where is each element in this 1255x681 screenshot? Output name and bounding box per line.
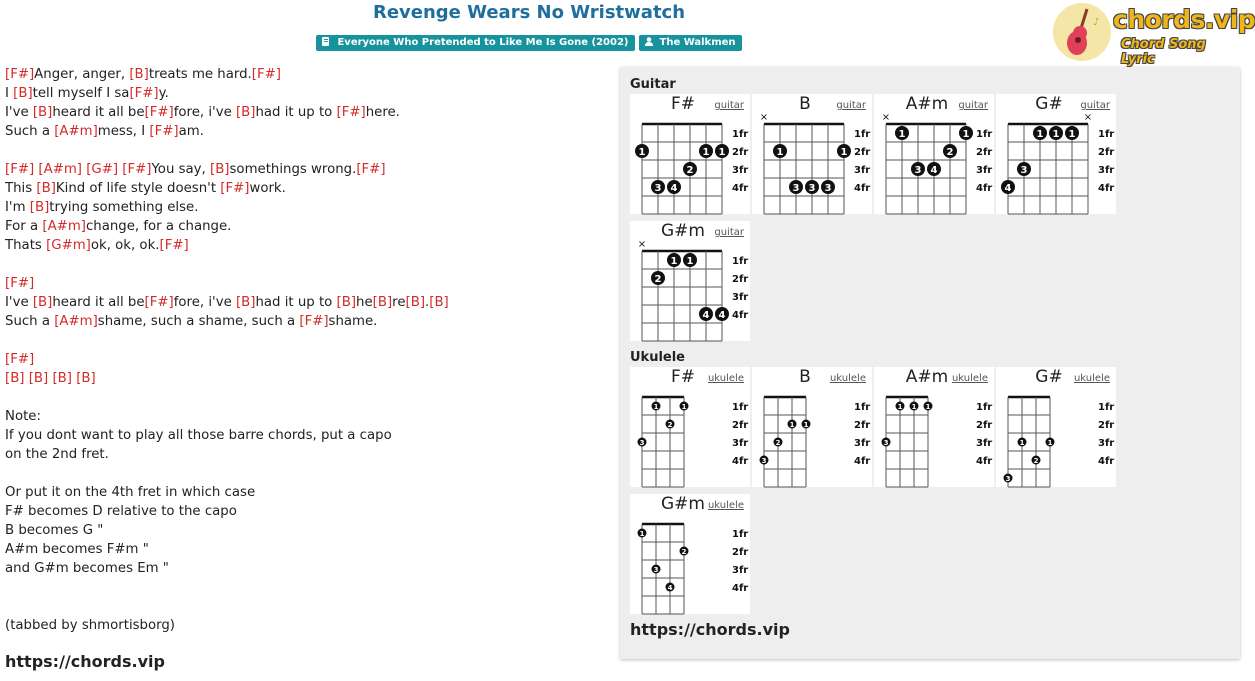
- chord-marker[interactable]: [F#]: [122, 162, 152, 177]
- chord-marker[interactable]: [B]: [405, 295, 426, 310]
- chord-marker[interactable]: [F#]: [5, 276, 35, 291]
- chord-marker[interactable]: [A#m]: [54, 124, 98, 139]
- fret-label: 2fr: [732, 547, 749, 558]
- finger-dot: [652, 402, 661, 412]
- badge-row: [0, 35, 1058, 51]
- lyric-line: [5, 388, 605, 407]
- fret-label: 1fr: [732, 402, 749, 413]
- lyric-text: shame, such a shame, such a: [97, 314, 300, 329]
- svg-text:4: 4: [1004, 183, 1012, 194]
- finger-dot: [683, 253, 697, 267]
- fret-label: 4fr: [732, 456, 749, 467]
- finger-dot: [1004, 474, 1013, 484]
- lyric-line: [5, 236, 605, 255]
- lyric-text: If you dont want to play all those barre chords, put a capo: [5, 428, 392, 443]
- chord-diagram-panel: [620, 67, 1240, 659]
- lyric-line: [5, 65, 605, 84]
- lyric-text: treats me hard.: [148, 67, 252, 82]
- finger-dot: [1001, 180, 1015, 194]
- chord-marker[interactable]: [B]: [129, 67, 149, 82]
- fret-label: 3fr: [1098, 165, 1115, 176]
- svg-text:2: 2: [946, 147, 954, 158]
- finger-dot: [760, 456, 769, 466]
- finger-dot: [774, 438, 783, 448]
- svg-text:4: 4: [702, 310, 710, 321]
- chord-name: F#: [670, 367, 696, 387]
- svg-text:1: 1: [1052, 129, 1060, 140]
- lyric-text: on the 2nd fret.: [5, 447, 109, 462]
- finger-dot: [715, 144, 729, 158]
- chord-marker[interactable]: [B]: [210, 162, 230, 177]
- fret-label: 1fr: [854, 402, 871, 413]
- lyric-line: [5, 578, 605, 597]
- lyric-text: he: [356, 295, 373, 310]
- lyric-text: y.: [158, 86, 169, 101]
- chord-marker[interactable]: [B]: [372, 295, 393, 310]
- lyric-line: [5, 445, 605, 464]
- finger-dot: [1032, 456, 1041, 466]
- finger-dot: [788, 420, 797, 430]
- chord-marker[interactable]: [B]: [5, 371, 25, 386]
- fret-label: 3fr: [854, 165, 871, 176]
- finger-dot: [638, 529, 647, 539]
- logo-subtitle: Chord Song Lyric: [1121, 37, 1206, 67]
- chord-marker[interactable]: [G#]: [86, 162, 119, 177]
- lyric-line: [5, 293, 605, 312]
- svg-text:♪: ♪: [1093, 17, 1100, 28]
- svg-text:1: 1: [898, 129, 906, 140]
- chord-marker[interactable]: [F#]: [5, 67, 35, 82]
- user-icon: [645, 37, 653, 46]
- chord-marker[interactable]: [F#]: [251, 67, 281, 82]
- svg-text:2: 2: [1033, 457, 1039, 465]
- guitar-chord-card-gsharpm[interactable]: [630, 221, 750, 341]
- svg-text:1: 1: [718, 147, 726, 158]
- finger-dot: [652, 565, 661, 575]
- fret-label: 1fr: [732, 529, 749, 540]
- finger-dot: [667, 253, 681, 267]
- finger-dot: [910, 402, 919, 412]
- chord-name: A#m: [905, 367, 949, 387]
- lyric-text: heard it all be: [52, 295, 145, 310]
- lyric-text: work.: [249, 181, 286, 196]
- finger-dot: [837, 144, 851, 158]
- fret-label: 1fr: [732, 129, 749, 140]
- fret-label: 4fr: [1098, 183, 1115, 194]
- finger-dot: [635, 144, 649, 158]
- chord-marker[interactable]: [B]: [235, 295, 256, 310]
- fret-label: 3fr: [976, 165, 993, 176]
- chord-marker[interactable]: [F#]: [159, 238, 189, 253]
- chord-marker[interactable]: [B]: [28, 371, 49, 386]
- lyric-text: I've: [5, 295, 33, 310]
- lyric-line: [5, 369, 605, 388]
- fret-label: 4fr: [854, 456, 871, 467]
- lyric-text: had it up to: [255, 295, 337, 310]
- lyric-text: Or put it on the 4th fret in which case: [5, 485, 256, 500]
- instrument-link[interactable]: guitar: [836, 100, 866, 111]
- chord-name: A#m: [905, 94, 949, 114]
- guitar-section-title: Guitar: [630, 77, 676, 92]
- fret-label: 4fr: [732, 183, 749, 194]
- lyric-text: I've: [5, 105, 33, 120]
- svg-text:2: 2: [654, 274, 662, 285]
- lyric-line: [5, 122, 605, 141]
- chord-marker[interactable]: [B]: [52, 371, 72, 386]
- finger-dot: [1046, 438, 1055, 448]
- fret-label: 3fr: [854, 438, 871, 449]
- finger-dot: [699, 144, 713, 158]
- instrument-link[interactable]: ukulele: [707, 373, 744, 384]
- svg-text:4: 4: [667, 584, 673, 592]
- svg-text:1: 1: [1036, 129, 1044, 140]
- fret-label: 2fr: [854, 147, 871, 158]
- finger-dot: [802, 420, 811, 430]
- svg-text:2: 2: [681, 548, 687, 556]
- svg-text:3: 3: [1020, 165, 1028, 176]
- svg-text:4: 4: [930, 165, 938, 176]
- lyric-line: [5, 426, 605, 445]
- chord-marker[interactable]: [F#]: [299, 314, 329, 329]
- lyric-text: am.: [178, 124, 204, 139]
- fret-label: 1fr: [976, 129, 993, 140]
- lyric-text: here.: [365, 105, 400, 120]
- fret-label: 4fr: [732, 583, 749, 594]
- ukulele-chord-card-asharpm[interactable]: [874, 367, 994, 487]
- finger-dot: [683, 162, 697, 176]
- fret-label: 3fr: [732, 165, 749, 176]
- svg-text:3: 3: [824, 183, 832, 194]
- fret-label: 2fr: [732, 274, 749, 285]
- lyric-text: somethings wrong.: [229, 162, 357, 177]
- lyric-text: change, for a change.: [85, 219, 232, 234]
- lyric-line: [5, 616, 605, 635]
- finger-dot: [1049, 126, 1063, 140]
- lyric-text: tell myself I sa: [32, 86, 130, 101]
- chord-marker[interactable]: [B]: [13, 86, 33, 101]
- svg-text:3: 3: [808, 183, 816, 194]
- guitar-chord-card-gsharp[interactable]: [996, 94, 1116, 214]
- instrument-link[interactable]: ukulele: [1073, 373, 1110, 384]
- finger-dot: [959, 126, 973, 140]
- instrument-link[interactable]: guitar: [1080, 100, 1110, 111]
- guitar-chord-card-asharpm[interactable]: [874, 94, 994, 214]
- chord-marker[interactable]: [F#]: [144, 295, 174, 310]
- chord-name: B: [799, 94, 811, 114]
- fret-label: 1fr: [976, 402, 993, 413]
- lyric-line: [5, 483, 605, 502]
- ukulele-chord-card-fsharp[interactable]: [630, 367, 750, 487]
- lyric-line: [5, 331, 605, 350]
- instrument-link[interactable]: ukulele: [951, 373, 988, 384]
- svg-text:1: 1: [962, 129, 970, 140]
- fret-label: 3fr: [732, 565, 749, 576]
- album-badge[interactable]: [316, 35, 634, 51]
- lyric-line: [5, 464, 605, 483]
- svg-text:3: 3: [914, 165, 922, 176]
- svg-text:4: 4: [670, 183, 678, 194]
- album-label: Everyone Who Pretended to Like Me Is Gone (2002): [337, 37, 629, 48]
- muted-string-marker: ×: [759, 112, 769, 123]
- fret-label: 3fr: [732, 292, 749, 303]
- lyric-line: [5, 160, 605, 179]
- svg-text:1: 1: [776, 147, 784, 158]
- fret-label: 4fr: [854, 183, 871, 194]
- lyric-text: and G#m becomes Em ": [5, 561, 169, 576]
- muted-string-marker: ×: [1083, 112, 1093, 123]
- fret-label: 4fr: [976, 183, 993, 194]
- finger-dot: [896, 402, 905, 412]
- chord-marker[interactable]: [A#m]: [42, 219, 86, 234]
- fret-label: 4fr: [976, 456, 993, 467]
- lyric-line: [5, 255, 605, 274]
- svg-text:1: 1: [670, 256, 678, 267]
- lyric-text: This: [5, 181, 37, 196]
- fret-label: 2fr: [1098, 147, 1115, 158]
- finger-dot: [651, 180, 665, 194]
- lyric-text: re: [392, 295, 406, 310]
- fret-label: 1fr: [854, 129, 871, 140]
- guitar-chord-card-b[interactable]: [752, 94, 872, 214]
- artist-badge[interactable]: [639, 35, 742, 51]
- svg-text:3: 3: [654, 183, 662, 194]
- chord-marker[interactable]: [F#]: [5, 352, 35, 367]
- finger-dot: [805, 180, 819, 194]
- lyric-text: (tabbed by shmortisborg): [5, 618, 175, 633]
- lyric-line: [5, 559, 605, 578]
- chord-marker[interactable]: [B]: [235, 105, 256, 120]
- svg-text:1: 1: [925, 403, 931, 411]
- chord-marker[interactable]: [F#]: [144, 105, 174, 120]
- lyric-text: had it up to: [255, 105, 337, 120]
- lyric-text: Kind of life style doesn't: [55, 181, 221, 196]
- guitar-chord-card-fsharp[interactable]: [630, 94, 750, 214]
- instrument-link[interactable]: guitar: [714, 227, 744, 238]
- fret-label: 2fr: [732, 420, 749, 431]
- chord-marker[interactable]: [F#]: [356, 162, 386, 177]
- lyric-text: F# becomes D relative to the capo: [5, 504, 237, 519]
- site-logo[interactable]: [1053, 3, 1255, 67]
- guitar-logo-icon: [1053, 3, 1111, 61]
- finger-dot: [651, 271, 665, 285]
- fret-label: 2fr: [976, 147, 993, 158]
- svg-text:2: 2: [686, 165, 694, 176]
- lyric-line: [5, 407, 605, 426]
- chord-marker[interactable]: [G#m]: [46, 238, 91, 253]
- finger-dot: [821, 180, 835, 194]
- lyric-line: [5, 502, 605, 521]
- lyric-line: [5, 103, 605, 122]
- lyric-text: trying something else.: [49, 200, 199, 215]
- svg-text:2: 2: [667, 421, 673, 429]
- svg-text:1: 1: [681, 403, 687, 411]
- logo-text: chords.vip: [1113, 5, 1255, 34]
- lyric-line: [5, 597, 605, 616]
- lyric-text: ok, ok, ok.: [90, 238, 160, 253]
- chord-name: B: [799, 367, 811, 387]
- lyric-text: A#m becomes F#m ": [5, 542, 149, 557]
- lyric-line: [5, 198, 605, 217]
- chord-name: G#m: [661, 221, 705, 241]
- svg-text:4: 4: [718, 310, 726, 321]
- instrument-link[interactable]: ukulele: [829, 373, 866, 384]
- lyric-line: [5, 217, 605, 236]
- ukulele-chord-card-gsharp[interactable]: [996, 367, 1116, 487]
- lyric-text: heard it all be: [52, 105, 145, 120]
- finger-dot: [667, 180, 681, 194]
- lyric-text: Such a: [5, 124, 55, 139]
- lyric-line: [5, 350, 605, 369]
- chord-marker[interactable]: [A#m]: [54, 314, 98, 329]
- finger-dot: [715, 307, 729, 321]
- chord-marker[interactable]: [F#]: [149, 124, 179, 139]
- chord-marker[interactable]: [B]: [32, 295, 53, 310]
- finger-dot: [666, 583, 675, 593]
- lyric-line: [5, 141, 605, 160]
- fret-label: 4fr: [732, 310, 749, 321]
- lyric-text: Thats: [5, 238, 47, 253]
- svg-text:3: 3: [883, 439, 889, 447]
- svg-text:3: 3: [761, 457, 767, 465]
- chord-marker[interactable]: [B]: [429, 295, 449, 310]
- finger-dot: [1017, 162, 1031, 176]
- svg-text:3: 3: [639, 439, 645, 447]
- panel-url[interactable]: https://chords.vip: [630, 620, 790, 639]
- lyric-text: mess, I: [97, 124, 150, 139]
- chord-marker[interactable]: [B]: [76, 371, 96, 386]
- svg-text:1: 1: [803, 421, 809, 429]
- svg-text:1: 1: [639, 530, 645, 538]
- artist-label: The Walkmen: [659, 37, 736, 48]
- chord-marker[interactable]: [B]: [336, 295, 357, 310]
- lyric-text: I: [5, 86, 14, 101]
- fret-label: 1fr: [1098, 129, 1115, 140]
- lyric-text: .: [425, 295, 430, 310]
- lyric-text: Such a: [5, 314, 55, 329]
- fret-label: 1fr: [1098, 402, 1115, 413]
- svg-text:1: 1: [789, 421, 795, 429]
- lyric-text: B becomes G ": [5, 523, 104, 538]
- svg-text:1: 1: [911, 403, 917, 411]
- footer-url[interactable]: https://chords.vip: [5, 652, 165, 671]
- chord-marker[interactable]: [F#]: [220, 181, 250, 196]
- lyric-text: fore, i've: [173, 295, 236, 310]
- instrument-link[interactable]: ukulele: [707, 500, 744, 511]
- ukulele-chord-card-gsharpm[interactable]: [630, 494, 750, 614]
- chord-name: F#: [670, 94, 696, 114]
- chord-marker[interactable]: [A#m]: [38, 162, 82, 177]
- chord-marker[interactable]: [F#]: [129, 86, 159, 101]
- lyric-text: shame.: [328, 314, 378, 329]
- finger-dot: [1065, 126, 1079, 140]
- chord-name: G#: [1035, 94, 1063, 114]
- svg-text:1: 1: [702, 147, 710, 158]
- finger-dot: [1033, 126, 1047, 140]
- song-title[interactable]: Revenge Wears No Wristwatch: [372, 2, 686, 23]
- svg-text:1: 1: [1019, 439, 1025, 447]
- page-header: [0, 0, 1255, 67]
- muted-string-marker: ×: [881, 112, 891, 123]
- svg-text:1: 1: [897, 403, 903, 411]
- lyric-text: You say,: [151, 162, 210, 177]
- fret-label: 2fr: [1098, 420, 1115, 431]
- finger-dot: [927, 162, 941, 176]
- finger-dot: [680, 547, 689, 557]
- svg-text:3: 3: [1005, 475, 1011, 483]
- fret-label: 2fr: [854, 420, 871, 431]
- fret-label: 2fr: [976, 420, 993, 431]
- lyrics-body: [5, 65, 605, 635]
- finger-dot: [666, 420, 675, 430]
- finger-dot: [911, 162, 925, 176]
- chord-marker[interactable]: [F#]: [336, 105, 366, 120]
- chord-marker[interactable]: [B]: [32, 105, 53, 120]
- lyric-line: [5, 312, 605, 331]
- lyric-text: Anger, anger,: [34, 67, 130, 82]
- lyric-line: [5, 179, 605, 198]
- fret-label: 2fr: [732, 147, 749, 158]
- svg-text:1: 1: [653, 403, 659, 411]
- lyric-line: [5, 274, 605, 293]
- finger-dot: [789, 180, 803, 194]
- finger-dot: [895, 126, 909, 140]
- lyric-text: I'm: [5, 200, 30, 215]
- album-icon: [322, 37, 330, 46]
- svg-text:1: 1: [638, 147, 646, 158]
- fret-label: 1fr: [732, 256, 749, 267]
- svg-text:1: 1: [1068, 129, 1076, 140]
- svg-text:1: 1: [840, 147, 848, 158]
- lyric-line: [5, 521, 605, 540]
- svg-text:3: 3: [653, 566, 659, 574]
- chord-name: G#m: [661, 494, 705, 514]
- fret-label: 3fr: [1098, 438, 1115, 449]
- fret-label: 4fr: [1098, 456, 1115, 467]
- finger-dot: [699, 307, 713, 321]
- fret-label: 3fr: [732, 438, 749, 449]
- fret-label: 3fr: [976, 438, 993, 449]
- lyric-line: [5, 540, 605, 559]
- finger-dot: [1018, 438, 1027, 448]
- finger-dot: [882, 438, 891, 448]
- chord-marker[interactable]: [F#]: [5, 162, 35, 177]
- finger-dot: [680, 402, 689, 412]
- ukulele-chord-card-b[interactable]: [752, 367, 872, 487]
- muted-string-marker: ×: [637, 239, 647, 250]
- svg-text:1: 1: [686, 256, 694, 267]
- chord-marker[interactable]: [B]: [36, 181, 56, 196]
- lyric-line: [5, 84, 605, 103]
- chord-marker[interactable]: [B]: [29, 200, 50, 215]
- svg-text:2: 2: [775, 439, 781, 447]
- ukulele-section-title: Ukulele: [630, 350, 686, 365]
- chord-name: G#: [1035, 367, 1063, 387]
- finger-dot: [773, 144, 787, 158]
- svg-text:1: 1: [1047, 439, 1053, 447]
- lyric-text: For a: [5, 219, 43, 234]
- lyric-text: Note:: [5, 409, 41, 424]
- svg-text:3: 3: [792, 183, 800, 194]
- instrument-link[interactable]: guitar: [714, 100, 744, 111]
- instrument-link[interactable]: guitar: [958, 100, 988, 111]
- finger-dot: [638, 438, 647, 448]
- lyric-text: fore, i've: [173, 105, 236, 120]
- finger-dot: [943, 144, 957, 158]
- finger-dot: [924, 402, 933, 412]
